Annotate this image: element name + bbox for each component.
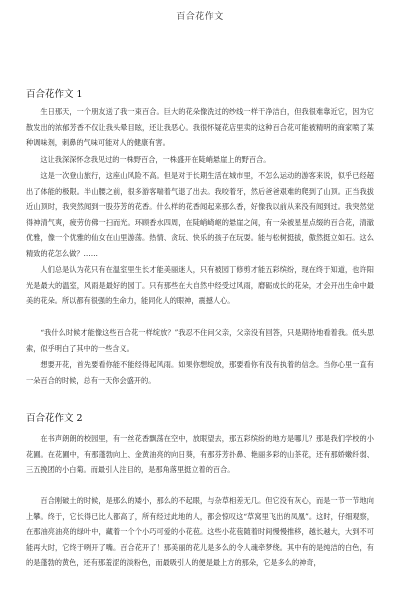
section-heading-2: 百合花作文 2 [26,413,83,424]
paragraph: 百合刚破土的时候，是那么的矮小，那么的不起眼，与杂草相差无几。但它没有灰心，而是一节一节地向上攀。终于，它长得已比人都高了，所有经过此地的人，都会惊叹这“草窝里飞出的凤凰”。这时，仔细观察，在那油亮油亮的绿叶中，藏着一个个小巧可爱的小花苞。这些小花苞随着时间慢慢推移，越长越大，大到不可能再大时，它终于咧开了嘴。百合花开了！那美丽的花儿是多么的令人魂牵梦绕。其中有的是纯洁的白色，有的是蓬勃的黄色，还有那羞涩的淡粉色，而最吸引人的便是最上方的那朵，它是多么的神奇， [26,496,374,568]
paragraph: 这让我深深怀念我见过的一株野百合，一株盛开在陡峭悬崖上的野百合。 [40,155,271,164]
paragraph: 人们总是认为花只有在温室里生长才能美丽迷人，只有被园丁修剪才能五彩缤纷，现在终于知道，也许阳光是最大的温室，风雨是最好的园丁。只有那些在大自然中经受过风雨，磨砺成长的花朵，才会开出生命中最美的花朵。所以都有很强的生命力，能同化人的眼神，震撼人心。 [26,265,374,306]
section-heading-1: 百合花作文 1 [26,89,83,100]
paragraph: 这是一次登山旅行，这座山风险不高。但是对于长期生活在城市里，不怎么运动的游客来说，似乎已经超出了体能的极限。半山腰之前，很多游客喘着气退了出去。我咬着牙，然后爸爸艰难的爬到了山顶。正当我拔近山顶时，我突然闻到一股芬芳的花香。什么样的花香闻起来那么香，好像我以前从来没有闻到过。我突然觉得神清气爽，疲劳仿佛一扫而光。环顾香水四周，在陡峭崎岖的悬崖之间，有一朵被星星点缀的百合花，清澈优雅，像一个优雅的仙女在山里游荡。热情、贪玩、快乐的孩子在玩耍。能与松树挺拔，傲然挺立如石。这么精致的花怎么做？…… [26,171,374,258]
paragraph: “我什么时候才能像这些百合花一样绽放？”我忍不住问父亲，父亲没有回答，只是期待地看着我。低头思索，似乎明白了其中的一些含义。 [26,328,374,353]
paragraph: 在书声朗朗的校园里，有一丝花香飘荡在空中，放眼望去，那五彩缤纷的地方是哪儿？那是我们学校的小花圃。在花圃中，有那蓬勃向上、金黄油亮的向日葵，有那芬芳扑鼻、艳丽多彩的山茶花，还有那娇嫩纤弱、三五挽团的小白菊。而最引人注目的，是那角落里挺立着的百合。 [26,434,374,475]
paragraph: 生日那天，一个朋友送了我一束百合。巨大的花朵像洗过的纱线一样干净洁白，但我很难靠近它，因为它散发出的浓郁芳香不仅让我头晕目眩，还让我恶心。我很怀疑花店里卖的这种百合花可能被精明的商家喷了某种调味剂，刺鼻的气味可能对人的健康有害。 [26,107,374,148]
paragraph: 想要开花，首先要看你能不能经得起风雨。如果你想绽放，那要看你有没有执着的信念。当你心里一直有一朵百合的时候，总有一天你会盛开的。 [26,360,374,385]
document-title: 百合花作文 [176,12,224,22]
